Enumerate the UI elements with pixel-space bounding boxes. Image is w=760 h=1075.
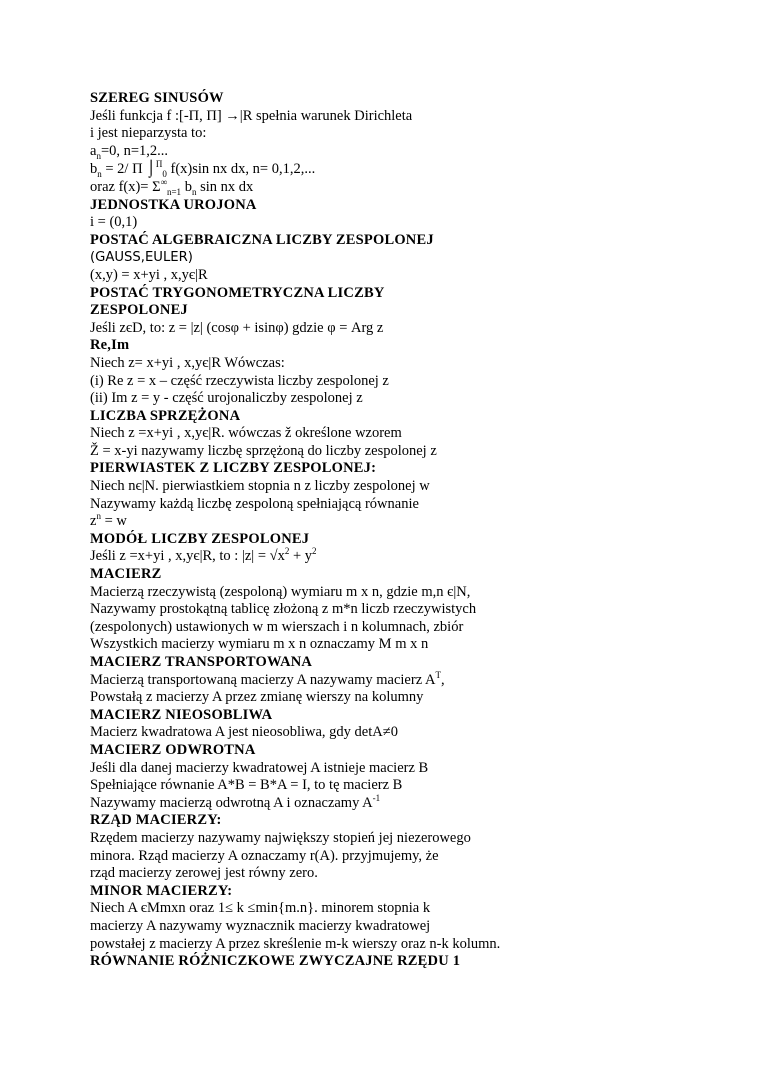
heading-szereg-sinusow: SZEREG SINUSÓW: [90, 90, 224, 106]
text-line: Jeśli funkcja f :[-Π, Π] →|R spełnia warunek Dirichleta: [90, 107, 413, 124]
text-line: (x,y) = x+yi , x,yє|R: [90, 266, 208, 283]
text-line: Niech z =x+yi , x,yє|R. wówczas ž określone wzorem: [90, 425, 402, 442]
text-line: Spełniające równanie A*B = B*A = I, to tę macierz B: [90, 777, 403, 794]
heading-modol: MODÓŁ LICZBY ZESPOLONEJ: [90, 530, 310, 547]
heading-macierz-transportowana: MACIERZ TRANSPORTOWANA: [90, 654, 313, 670]
text-line: (i) Re z = x – część rzeczywista liczby zespolonej z: [90, 372, 389, 389]
text-line: Jeśli dla danej macierzy kwadratowej A istnieje macierz B: [90, 759, 429, 776]
text-line: Nazywamy każdą liczbę zespoloną spełniającą równanie: [90, 495, 419, 512]
text-line: (ii) Im z = y - część urojonaliczby zespolonej z: [90, 390, 363, 407]
text-line: Macierz kwadratowa A jest nieosobliwa, gdy detA≠0: [90, 724, 398, 741]
heading-pierwiastek: PIERWIASTEK Z LICZBY ZESPOLONEJ:: [90, 460, 377, 477]
text-line: Powstałą z macierzy A przez zmianę wierszy na kolumny: [90, 689, 424, 706]
integral-symbol: ⌡: [146, 160, 156, 178]
text-line: Macierzą transportowaną macierzy A nazywamy macierz $A^T$,: [90, 669, 445, 688]
text-line: Niech nє|N. pierwiastkiem stopnia n z liczby zespolonej w: [90, 478, 430, 495]
text-line: Macierzą rzeczywistą (zespoloną) wymiaru m x n, gdzie m,n є|N,: [90, 583, 471, 600]
text-line: (GAUSS,EULER): [90, 250, 193, 266]
text-line: macierzy A nazywamy wyznacznik macierzy kwadratowej: [90, 917, 431, 934]
formula-an: $a_n=0$, n=1,2...: [90, 142, 169, 161]
heading-rzad-macierzy: RZĄD MACIERZY:: [90, 812, 222, 829]
text-line: Rzędem macierzy nazywamy największy stopień jej niezerowego: [90, 829, 471, 846]
text-line: minora. Rząd macierzy A oznaczamy r(A). przyjmujemy, że: [90, 847, 439, 864]
text-line: (zespolonych) ustawionych w m wierszach i n kolumnach, zbiór: [90, 618, 464, 635]
heading-rownanie-rozniczkowe: RÓWNANIE RÓŻNICZKOWE ZWYCZAJNE RZĘDU 1: [90, 953, 461, 970]
text-line: Niech z= x+yi , x,yє|R Wówczas:: [90, 354, 285, 371]
text-line: rząd macierzy zerowej jest równy zero.: [90, 865, 318, 882]
heading-macierz: MACIERZ: [90, 566, 162, 583]
formula-zn: $z^n = w$: [90, 511, 127, 530]
heading-minor-macierzy: MINOR MACIERZY:: [90, 882, 233, 899]
formula-fx: oraz $f(x)= \Sigma^\infty_{n=1}$ $b_n$ sin nx dx: [90, 177, 254, 197]
formula-bn: $b_n = 2/$ Π ⌡$^\Pi_0$ f(x)sin nx dx, n= 0,1,2,...: [90, 159, 316, 180]
text-line: Nazywamy prostokątną tablicę złożoną z m*n liczb rzeczywistych: [90, 601, 477, 618]
text-line: Wszystkich macierzy wymiaru m x n oznaczamy M m x n: [90, 636, 429, 653]
heading-macierz-odwrotna: MACIERZ ODWROTNA: [90, 741, 256, 758]
heading-postac-trygonometryczna: POSTAĆ TRYGONOMETRYCZNA LICZBY: [90, 284, 385, 301]
heading-macierz-nieosobliwa: MACIERZ NIEOSOBLIWA: [90, 706, 273, 723]
text-line: i jest nieparzysta to:: [90, 125, 207, 142]
text-line: Nazywamy macierzą odwrotną A i oznaczamy $A^{-1}$: [90, 792, 381, 811]
heading-postac-algebraiczna: POSTAĆ ALGEBRAICZNA LICZBY ZESPOLONEJ: [90, 231, 434, 248]
heading-re-im: Re,Im: [90, 337, 130, 354]
formula-modulus: Jeśli z =x+yi , x,yє|R, to : $|z| = √x^2 + y^2$: [90, 546, 317, 565]
heading-liczba-sprzezona: LICZBA SPRZĘŻONA: [90, 407, 241, 424]
text-line: i = (0,1): [90, 214, 138, 231]
heading-postac-trygonometryczna-cont: ZESPOLONEJ: [90, 302, 188, 319]
heading-jednostka-urojona: JEDNOSTKA UROJONA: [90, 196, 257, 213]
text-line: Jeśli zєD, to: z = |z| (cosφ + isinφ) gdzie φ = Arg z: [90, 319, 384, 336]
text-line: Ž = x-yi nazywamy liczbę sprzężoną do liczby zespolonej z: [90, 442, 437, 459]
document-body: [90, 90, 730, 971]
text-line: powstałej z macierzy A przez skreślenie m-k wierszy oraz n-k kolumn.: [90, 935, 501, 952]
text-line: Niech A єMmxn oraz 1≤ k ≤min{m.n}. minorem stopnia k: [90, 900, 431, 917]
